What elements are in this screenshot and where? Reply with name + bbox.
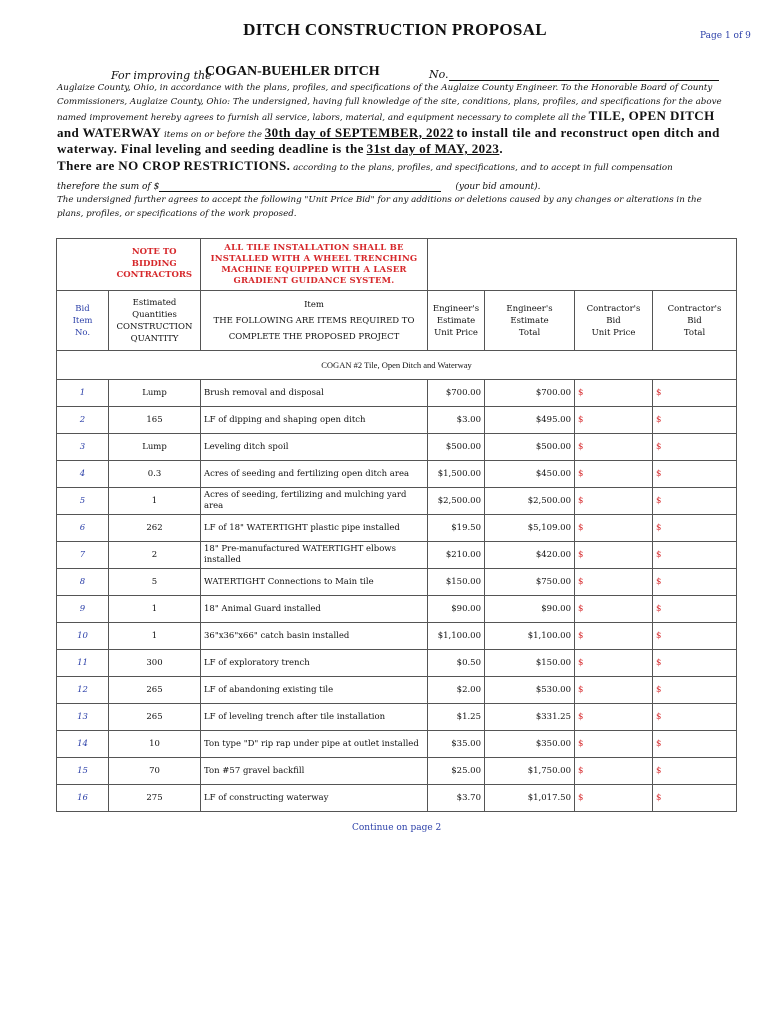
engineer-total: $150.00 [485, 650, 575, 677]
engineer-total: $700.00 [485, 380, 575, 407]
quantity-cell: 10 [109, 731, 201, 758]
table-row [57, 542, 737, 569]
quantity-cell: 300 [109, 650, 201, 677]
item-description: Leveling ditch spoil [201, 434, 428, 461]
table-row [57, 596, 737, 623]
intro-paragraph-3: The undersigned further agrees to accept the following "Unit Price Bid" for any additions or deletions caused by any changes or alterations in the plans, profiles, or specifications of the work proposed. [57, 195, 702, 219]
bid-item-number: 2 [57, 407, 109, 434]
engineer-unit-price: $1,100.00 [428, 623, 485, 650]
table-row [57, 569, 737, 596]
bid-sum-line [57, 181, 541, 192]
contractor-unit-price-field[interactable]: $ [575, 542, 653, 569]
header-row [57, 291, 737, 351]
bid-item-number: 16 [57, 785, 109, 812]
bid-item-number: 15 [57, 758, 109, 785]
bid-item-number: 13 [57, 704, 109, 731]
quantity-cell: 2 [109, 542, 201, 569]
bid-rows [57, 380, 737, 812]
contractor-unit-price-field[interactable]: $ [575, 785, 653, 812]
item-description: LF of dipping and shaping open ditch [201, 407, 428, 434]
item-description: Acres of seeding and fertilizing open ditch area [201, 461, 428, 488]
quantity-cell: 265 [109, 704, 201, 731]
item-description: 18" Animal Guard installed [201, 596, 428, 623]
contractor-unit-price-field[interactable]: $ [575, 677, 653, 704]
sum-prefix: therefore the sum of $ [57, 182, 160, 192]
quantity-cell: 1 [109, 623, 201, 650]
table-row [57, 785, 737, 812]
table-row [57, 731, 737, 758]
table-row [57, 380, 737, 407]
header-quantities: Estimated Quantities CONSTRUCTION QUANTITY [109, 291, 201, 351]
quantity-cell: 265 [109, 677, 201, 704]
header-contractor-unit: Contractor's Bid Unit Price [575, 291, 653, 351]
bid-item-number: 12 [57, 677, 109, 704]
engineer-unit-price: $90.00 [428, 596, 485, 623]
table-row [57, 461, 737, 488]
engineer-total: $530.00 [485, 677, 575, 704]
engineer-total: $750.00 [485, 569, 575, 596]
improving-prefix: For improving the [111, 69, 212, 82]
contractor-total-field[interactable]: $ [653, 623, 737, 650]
bid-item-number: 6 [57, 515, 109, 542]
contractor-unit-price-field[interactable]: $ [575, 596, 653, 623]
continue-note: Continue on page 2 [352, 823, 442, 833]
header-contractor-total: Contractor's Bid Total [653, 291, 737, 351]
note-row [57, 239, 737, 291]
contractor-total-field[interactable]: $ [653, 731, 737, 758]
engineer-total: $2,500.00 [485, 488, 575, 515]
contractor-total-field[interactable]: $ [653, 434, 737, 461]
bid-item-number: 1 [57, 380, 109, 407]
section-title: COGAN #2 Tile, Open Ditch and Waterway [57, 351, 737, 380]
contractor-unit-price-field[interactable]: $ [575, 731, 653, 758]
engineer-unit-price: $25.00 [428, 758, 485, 785]
bid-item-number: 3 [57, 434, 109, 461]
engineer-unit-price: $1.25 [428, 704, 485, 731]
page-number: Page 1 of 9 [700, 31, 751, 41]
para2-text-c: items on or before the [163, 129, 262, 140]
contractor-total-field[interactable]: $ [653, 461, 737, 488]
quantity-cell: 70 [109, 758, 201, 785]
para2-text-e: to install tile and reconstruct open ditch and waterway. Final leveling and seeding deadline is the [57, 124, 720, 156]
quantity-cell: 0.3 [109, 461, 201, 488]
item-description: Acres of seeding, fertilizing and mulching yard area [201, 488, 428, 515]
engineer-total: $331.25 [485, 704, 575, 731]
contractor-total-field[interactable]: $ [653, 488, 737, 515]
item-description: Brush removal and disposal [201, 380, 428, 407]
table-row [57, 650, 737, 677]
contractor-total-field[interactable]: $ [653, 542, 737, 569]
table-row [57, 515, 737, 542]
item-description: LF of leveling trench after tile installation [201, 704, 428, 731]
para2-text-a: named improvement hereby agrees to furnish all service, labors, material, and equipment necessary to complete all the [57, 113, 586, 123]
engineer-total: $420.00 [485, 542, 575, 569]
item-description: 18" Pre-manufactured WATERTIGHT elbows installed [201, 542, 428, 569]
bid-item-number: 7 [57, 542, 109, 569]
item-description: Ton type "D" rip rap under pipe at outlet installed [201, 731, 428, 758]
contractor-unit-price-field[interactable]: $ [575, 488, 653, 515]
header-engineer-total: Engineer's Estimate Total [485, 291, 575, 351]
table-row [57, 704, 737, 731]
item-description: LF of constructing waterway [201, 785, 428, 812]
bid-item-number: 4 [57, 461, 109, 488]
contractor-unit-price-field[interactable]: $ [575, 515, 653, 542]
section-row [57, 351, 737, 380]
contractor-total-field[interactable]: $ [653, 704, 737, 731]
no-label: No. [429, 68, 449, 81]
header-engineer-unit: Engineer's Estimate Unit Price [428, 291, 485, 351]
contractor-total-field[interactable]: $ [653, 569, 737, 596]
header-bid-item-no: Bid Item No. [57, 291, 109, 351]
engineer-total: $90.00 [485, 596, 575, 623]
engineer-total: $350.00 [485, 731, 575, 758]
contractor-unit-price-field[interactable]: $ [575, 758, 653, 785]
contractor-unit-price-field[interactable]: $ [575, 650, 653, 677]
quantity-cell: 275 [109, 785, 201, 812]
table-row [57, 758, 737, 785]
sum-suffix: (your bid amount). [455, 182, 541, 192]
bidding-note: NOTE TO BIDDING CONTRACTORS [109, 239, 201, 291]
quantity-cell: 1 [109, 596, 201, 623]
item-description: LF of abandoning existing tile [201, 677, 428, 704]
engineer-unit-price: $150.00 [428, 569, 485, 596]
completion-deadline: 30th day of SEPTEMBER, 2022 [264, 124, 454, 140]
contractor-unit-price-field[interactable]: $ [575, 569, 653, 596]
para2-period: . [499, 141, 503, 156]
engineer-total: $1,017.50 [485, 785, 575, 812]
contractor-unit-price-field[interactable]: $ [575, 623, 653, 650]
engineer-total: $495.00 [485, 407, 575, 434]
table-row [57, 434, 737, 461]
item-description: WATERTIGHT Connections to Main tile [201, 569, 428, 596]
table-row [57, 677, 737, 704]
contractor-unit-price-field[interactable]: $ [575, 380, 653, 407]
contractor-unit-price-field[interactable]: $ [575, 407, 653, 434]
contractor-total-field[interactable]: $ [653, 380, 737, 407]
bid-item-number: 10 [57, 623, 109, 650]
engineer-total: $500.00 [485, 434, 575, 461]
bid-table [56, 238, 737, 812]
engineer-total: $5,109.00 [485, 515, 575, 542]
intro-paragraph-2 [57, 109, 722, 175]
table-row [57, 623, 737, 650]
crop-restrictions: There are NO CROP RESTRICTIONS. [57, 157, 291, 173]
proposal-number-field[interactable] [429, 68, 719, 81]
contractor-total-field[interactable]: $ [653, 677, 737, 704]
bid-item-number: 5 [57, 488, 109, 515]
engineer-unit-price: $700.00 [428, 380, 485, 407]
quantity-cell: 165 [109, 407, 201, 434]
engineer-unit-price: $3.00 [428, 407, 485, 434]
engineer-unit-price: $35.00 [428, 731, 485, 758]
contractor-total-field[interactable]: $ [653, 596, 737, 623]
contractor-total-field[interactable]: $ [653, 515, 737, 542]
bid-item-number: 8 [57, 569, 109, 596]
quantity-cell: Lump [109, 434, 201, 461]
bid-amount-field[interactable] [159, 181, 441, 192]
engineer-unit-price: $210.00 [428, 542, 485, 569]
seeding-deadline: 31st day of MAY, 2023 [366, 141, 500, 156]
work-types: TILE, OPEN DITCH and WATERWAY [57, 108, 715, 140]
header-item: Item THE FOLLOWING ARE ITEMS REQUIRED TO COMPLETE THE PROPOSED PROJECT [201, 291, 428, 351]
item-description: LF of exploratory trench [201, 650, 428, 677]
page-title: DITCH CONSTRUCTION PROPOSAL [243, 20, 547, 39]
engineer-total: $450.00 [485, 461, 575, 488]
item-description: 36"x36"x66" catch basin installed [201, 623, 428, 650]
quantity-cell: 262 [109, 515, 201, 542]
engineer-unit-price: $3.70 [428, 785, 485, 812]
engineer-unit-price: $19.50 [428, 515, 485, 542]
quantity-cell: 1 [109, 488, 201, 515]
contractor-total-field[interactable]: $ [653, 407, 737, 434]
table-row [57, 488, 737, 515]
bid-item-number: 11 [57, 650, 109, 677]
engineer-total: $1,750.00 [485, 758, 575, 785]
engineer-total: $1,100.00 [485, 623, 575, 650]
bid-item-number: 14 [57, 731, 109, 758]
tile-installation-note: ALL TILE INSTALLATION SHALL BE INSTALLED WITH A WHEEL TRENCHING MACHINE EQUIPPED WITH A LASER GRADIENT GUIDANCE SYSTEM. [201, 239, 428, 291]
bid-item-number: 9 [57, 596, 109, 623]
contractor-total-field[interactable]: $ [653, 785, 737, 812]
engineer-unit-price: $500.00 [428, 434, 485, 461]
engineer-unit-price: $2.00 [428, 677, 485, 704]
quantity-cell: Lump [109, 380, 201, 407]
item-description: Ton #57 gravel backfill [201, 758, 428, 785]
intro-paragraph-1: Auglaize County, Ohio, in accordance with the plans, profiles, and specifications of the Auglaize County Engineer. To the Honorable Board of County Commissioners, Auglaize County, Ohio: The undersigned, having full knowledge of the site, conditions, plans, profiles, and specifications for the above [57, 83, 722, 107]
item-description: LF of 18" WATERTIGHT plastic pipe installed [201, 515, 428, 542]
engineer-unit-price: $2,500.00 [428, 488, 485, 515]
engineer-unit-price: $1,500.00 [428, 461, 485, 488]
contractor-unit-price-field[interactable]: $ [575, 704, 653, 731]
para2-text-i: according to the plans, profiles, and specifications, and to accept in full compensation [293, 162, 673, 173]
engineer-unit-price: $0.50 [428, 650, 485, 677]
contractor-unit-price-field[interactable]: $ [575, 434, 653, 461]
contractor-unit-price-field[interactable]: $ [575, 461, 653, 488]
contractor-total-field[interactable]: $ [653, 650, 737, 677]
quantity-cell: 5 [109, 569, 201, 596]
ditch-name: COGAN-BUEHLER DITCH [205, 64, 380, 79]
contractor-total-field[interactable]: $ [653, 758, 737, 785]
table-row [57, 407, 737, 434]
